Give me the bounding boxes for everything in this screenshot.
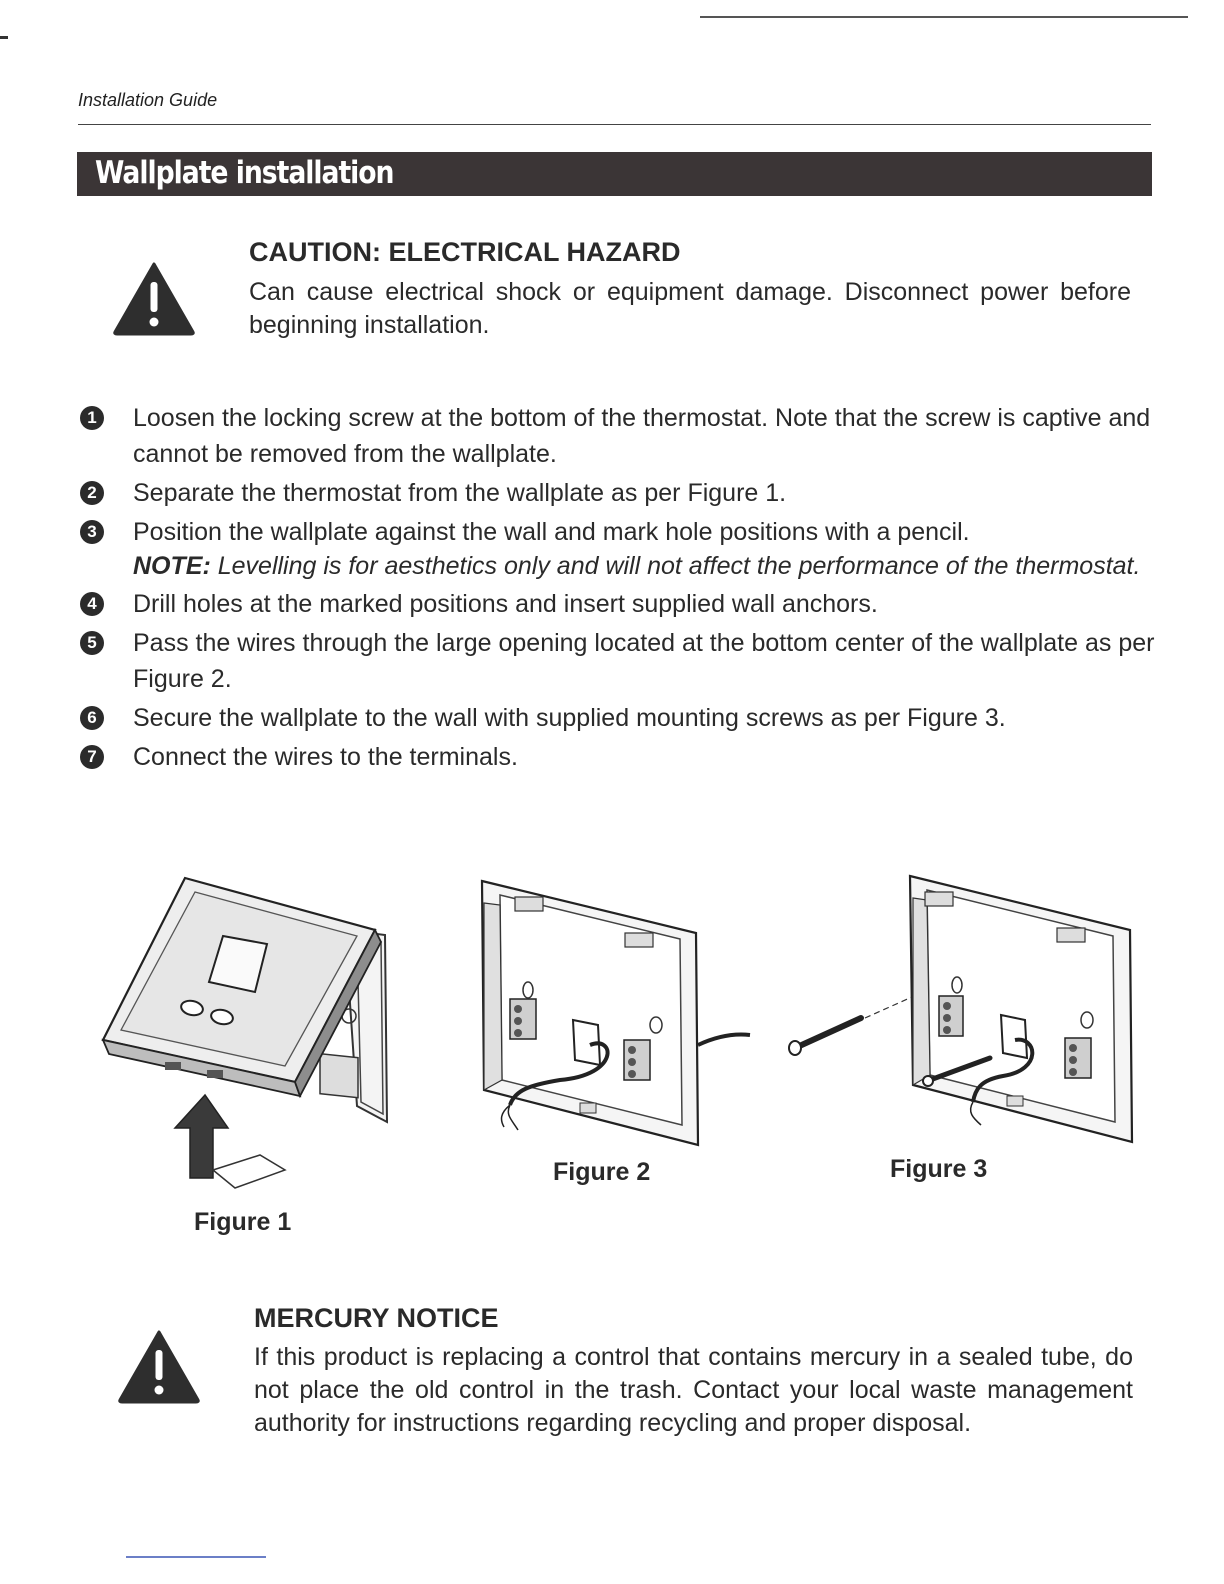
step-text: Position the wallplate against the wall and mark hole positions with a pencil.: [133, 518, 970, 546]
step-number: 2: [80, 481, 104, 505]
figure-1-caption: Figure 1: [194, 1208, 292, 1236]
scan-mark: [126, 1556, 266, 1558]
step-item: [80, 700, 1155, 736]
header-divider: [78, 124, 1151, 125]
scan-mark: [0, 36, 8, 39]
figure-2-illustration: [470, 875, 760, 1155]
warning-triangle-icon: [116, 1328, 202, 1404]
mercury-title: MERCURY NOTICE: [254, 1303, 499, 1333]
step-text: Loosen the locking screw at the bottom of the thermostat. Note that the screw is captive and cannot be removed from the wallplate.: [133, 404, 1151, 468]
step-number: 5: [80, 631, 104, 655]
step-item: [80, 586, 1155, 622]
step-note: [133, 550, 1155, 583]
step-item: [80, 739, 1155, 775]
step-number: 7: [80, 745, 104, 769]
section-title: Wallplate installation: [95, 155, 394, 191]
installation-steps: [80, 400, 1155, 778]
document-header: Installation Guide: [78, 90, 218, 110]
step-text: Drill holes at the marked positions and insert supplied wall anchors.: [133, 590, 878, 618]
warning-triangle-icon: [111, 260, 197, 336]
caution-body: Can cause electrical shock or equipment damage. Disconnect power before beginning installation.: [249, 278, 1131, 339]
step-item: [80, 475, 1155, 511]
note-label: NOTE:: [133, 552, 211, 580]
step-text: Separate the thermostat from the wallplate as per Figure 1.: [133, 479, 787, 507]
step-number: 6: [80, 706, 104, 730]
step-item: [80, 514, 1155, 583]
step-text: Pass the wires through the large opening located at the bottom center of the wallplate as per Figure 2.: [133, 629, 1155, 693]
note-text: Levelling is for aesthetics only and will not affect the performance of the thermostat.: [210, 552, 1141, 580]
figure-3-caption: Figure 3: [890, 1155, 988, 1183]
figure-2-caption: Figure 2: [553, 1158, 651, 1186]
figure-3-illustration: [775, 870, 1145, 1150]
step-item: [80, 400, 1155, 472]
step-text: Secure the wallplate to the wall with supplied mounting screws as per Figure 3.: [133, 704, 1006, 732]
step-number: 3: [80, 520, 104, 544]
step-text: Connect the wires to the terminals.: [133, 743, 518, 771]
caution-title: CAUTION: ELECTRICAL HAZARD: [249, 237, 681, 267]
step-item: [80, 625, 1155, 697]
scan-edge-line: [700, 16, 1188, 18]
step-number: 1: [80, 406, 104, 430]
figure-1-illustration: [95, 870, 405, 1200]
mercury-body: If this product is replacing a control that contains mercury in a sealed tube, do not place the old control in the trash. Contact your local waste management authority for instructions regarding recycling and proper disposal.: [254, 1343, 1133, 1437]
step-number: 4: [80, 592, 104, 616]
